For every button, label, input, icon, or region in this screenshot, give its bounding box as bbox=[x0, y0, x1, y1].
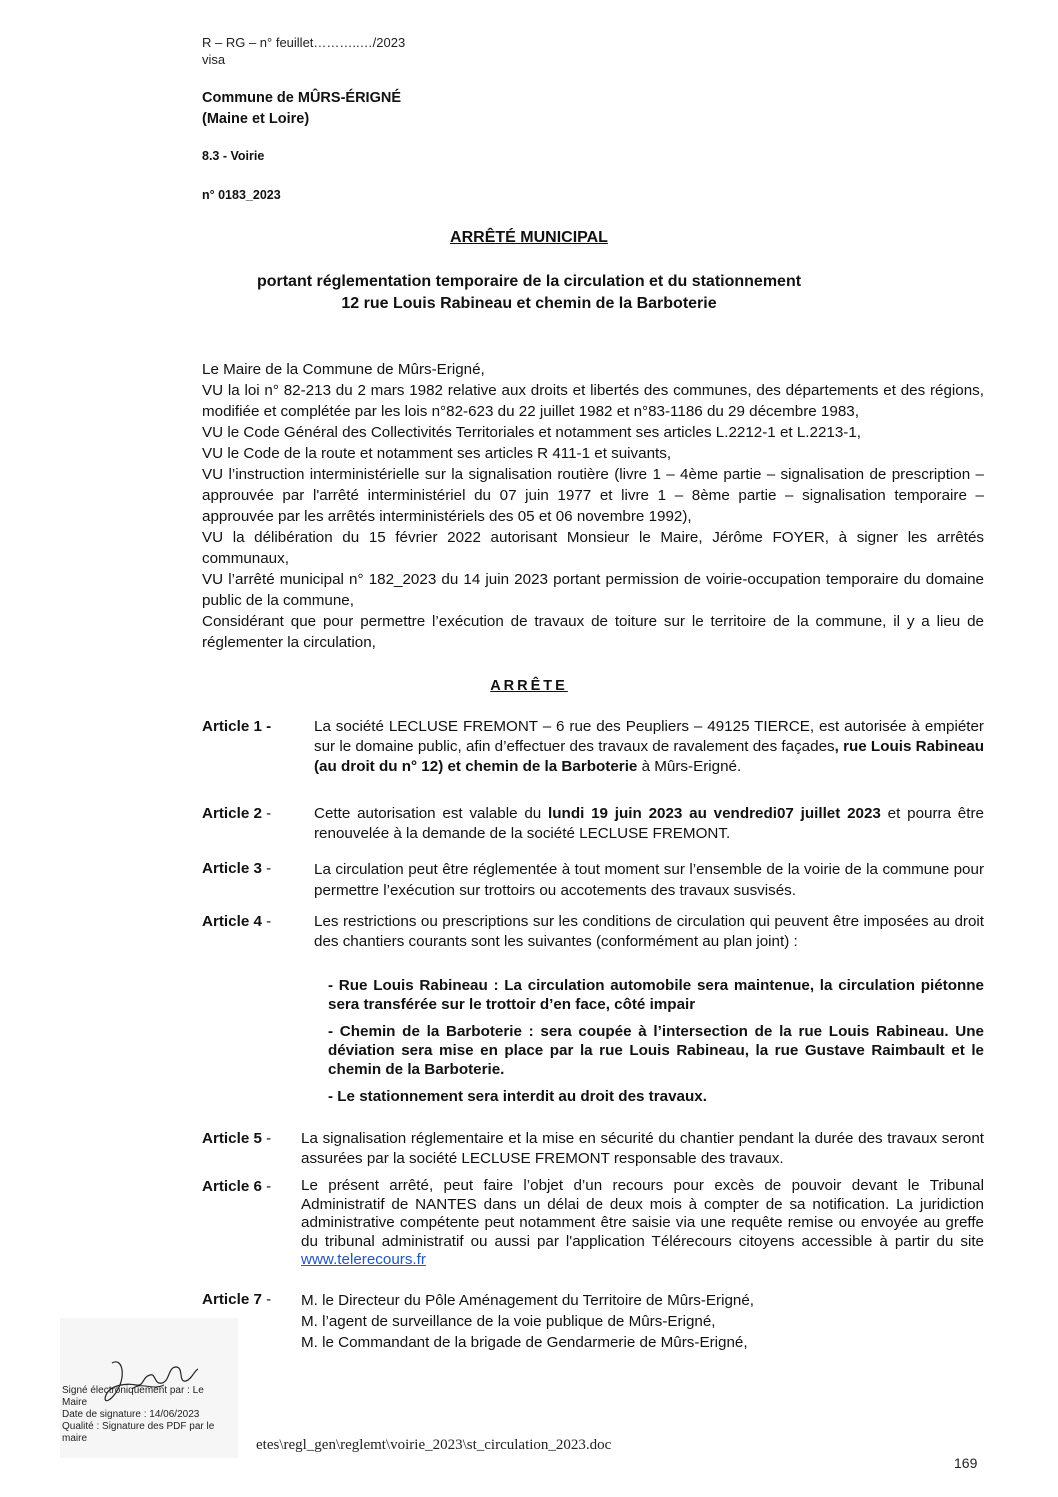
article-1-text bbox=[314, 717, 984, 777]
article-7-recipient: M. l’agent de surveillance de la voie publique de Mûrs-Erigné, bbox=[301, 1313, 716, 1330]
article-1-text-c: à Mûrs-Erigné. bbox=[637, 758, 742, 775]
article-6-label-wrap bbox=[202, 1177, 271, 1197]
article-6-label: Article 6 bbox=[202, 1178, 262, 1195]
document-subtitle-1: portant réglementation temporaire de la circulation et du stationnement bbox=[256, 273, 802, 290]
article-4-list bbox=[328, 976, 984, 1114]
article-2-label: Article 2 bbox=[202, 805, 262, 822]
article-2-text-a: Cette autorisation est valable du bbox=[314, 805, 549, 822]
article-3-text: La circulation peut être réglementée à tout moment sur l’ensemble de la voirie de la commune pour permettre l’exécution sur trottoirs ou accotements des travaux susvisés. bbox=[314, 861, 984, 899]
signature-quality: Qualité : Signature des PDF par le maire bbox=[62, 1421, 215, 1444]
footer-file-path: etes\regl_gen\reglemt\voirie_2023\st_circulation_2023.doc bbox=[256, 1437, 612, 1453]
reference-line: R – RG – n° feuillet………..…/2023 bbox=[202, 35, 406, 50]
article-5-label-wrap bbox=[202, 1129, 271, 1149]
section-label: 8.3 - Voirie bbox=[202, 149, 265, 163]
article-5-text: La signalisation réglementaire et la mise en sécurité du chantier pendant la durée des travaux seront assurées par la société LECLUSE FREMONT responsable des travaux. bbox=[301, 1130, 984, 1167]
article-4-label: Article 4 bbox=[202, 913, 262, 930]
article-4-label-wrap bbox=[202, 912, 271, 932]
article-5-label: Article 5 bbox=[202, 1130, 262, 1147]
signature-date: Date de signature : 14/06/2023 bbox=[62, 1409, 200, 1420]
document-title-wrap bbox=[0, 229, 1058, 247]
article-3-dash: - bbox=[261, 860, 272, 877]
article-3-label: Article 3 bbox=[202, 860, 262, 877]
article-2-dash: - bbox=[261, 805, 272, 822]
preamble-line: VU l’arrêté municipal n° 182_2023 du 14 juin 2023 portant permission de voirie-occupation temporaire du domaine public de la commune, bbox=[202, 571, 984, 609]
article-7-label: Article 7 bbox=[202, 1291, 262, 1308]
preamble bbox=[202, 359, 984, 653]
article-1-location: , rue Louis Rabineau (au droit du n° 12) et chemin de la Barboterie bbox=[314, 738, 984, 775]
signature-stamp bbox=[62, 1385, 222, 1445]
article-1-text-a: La société LECLUSE FREMONT – 6 rue des Peupliers – 49125 TIERCE, est autorisée à empiéter sur le domaine public, afin d’effectuer des travaux de ravalement des façades bbox=[314, 718, 984, 755]
commune-department: (Maine et Loire) bbox=[202, 111, 310, 127]
article-7-recipients bbox=[301, 1290, 984, 1353]
preamble-line: VU l’instruction interministérielle sur la signalisation routière (livre 1 – 4ème partie – signalisation de prescription – approuvée par l'arrêté interministériel du 07 juin 1977 et livre 1 – 8ème partie – signalisation temporaire – approuvée par les arrêtés interministériels des 05 et 06 novembre 1992), bbox=[202, 466, 984, 525]
preamble-line: Considérant que pour permettre l’exécution de travaux de toiture sur le territoire de la commune, il y a lieu de réglementer la circulation, bbox=[202, 613, 984, 651]
arrete-heading: ARRÊTE bbox=[490, 678, 568, 694]
preamble-line: VU la loi n° 82-213 du 2 mars 1982 relative aux droits et libertés des communes, des départements et des régions, modifiée et complétée par les lois n°82-623 du 22 juillet 1982 et n°83-1186 du 29 décembre 1983, bbox=[202, 382, 984, 420]
article-4-dash: - bbox=[261, 913, 272, 930]
preamble-line: Le Maire de la Commune de Mûrs-Erigné, bbox=[202, 361, 485, 378]
visa-label: visa bbox=[202, 52, 226, 67]
page-number: 169 bbox=[954, 1455, 978, 1471]
article-5-dash: - bbox=[261, 1130, 272, 1147]
commune-name: Commune de MÛRS-ÉRIGNÉ bbox=[202, 90, 401, 106]
telerecours-link[interactable]: www.telerecours.fr bbox=[301, 1251, 426, 1268]
article-4-item: - Rue Louis Rabineau : La circulation automobile sera maintenue, la circulation piétonne sera transférée sur le trottoir d’en face, côté impair bbox=[328, 977, 984, 1013]
article-1-label: Article 1 - bbox=[202, 718, 272, 735]
document-title: ARRÊTÉ MUNICIPAL bbox=[450, 229, 608, 246]
document-subtitle-2: 12 rue Louis Rabineau et chemin de la Barboterie bbox=[341, 295, 717, 312]
article-7-dash: - bbox=[261, 1291, 272, 1308]
signature-signed-by: Signé électroniquement par : Le Maire bbox=[62, 1385, 204, 1408]
article-4-item: - Chemin de la Barboterie : sera coupée à l’intersection de la rue Louis Rabineau. Une déviation sera mise en place par la rue Louis Rabineau, la rue Gustave Raimbault et le chemin de la Barboterie. bbox=[328, 1023, 984, 1078]
article-3-label-wrap bbox=[202, 859, 271, 879]
article-2-text-c: et pourra être renouvelée à la demande de la société LECLUSE FREMONT. bbox=[314, 805, 984, 842]
article-4-item: - Le stationnement sera interdit au droit des travaux. bbox=[328, 1088, 707, 1105]
article-6-text bbox=[301, 1177, 984, 1270]
arrete-number: n° 0183_2023 bbox=[202, 188, 281, 202]
article-2-text bbox=[314, 804, 984, 844]
preamble-line: VU le Code de la route et notamment ses articles R 411-1 et suivants, bbox=[202, 445, 672, 462]
preamble-line: VU la délibération du 15 février 2022 autorisant Monsieur le Maire, Jérôme FOYER, à signer les arrêtés communaux, bbox=[202, 529, 984, 567]
article-7-recipient: M. le Commandant de la brigade de Gendarmerie de Mûrs-Erigné, bbox=[301, 1334, 748, 1351]
preamble-line: VU le Code Général des Collectivités Territoriales et notamment ses articles L.2212-1 et L.2213-1, bbox=[202, 424, 862, 441]
article-7-recipient: M. le Directeur du Pôle Aménagement du Territoire de Mûrs-Erigné, bbox=[301, 1292, 755, 1309]
article-6-body: Le présent arrêté, peut faire l’objet d’un recours pour excès de pouvoir devant le Tribunal Administratif de NANTES dans un délai de deux mois à compter de sa notification. La juridiction administrative compétente peut notamment être saisie via une requête remise ou envoyée au greffe du tribunal administratif ou aussi par l'application Télérecours citoyens accessible à partir du site bbox=[301, 1177, 984, 1250]
article-4-text: Les restrictions ou prescriptions sur les conditions de circulation qui peuvent être imposées au droit des chantiers courants sont les suivantes (conformément au plan joint) : bbox=[314, 913, 984, 950]
arrete-heading-wrap bbox=[0, 677, 1058, 695]
article-6-dash: - bbox=[261, 1178, 272, 1195]
article-2-dates: lundi 19 juin 2023 au vendredi07 juillet 2023 bbox=[548, 805, 881, 822]
article-7-label-wrap bbox=[202, 1290, 271, 1310]
article-2-label-wrap bbox=[202, 804, 271, 824]
